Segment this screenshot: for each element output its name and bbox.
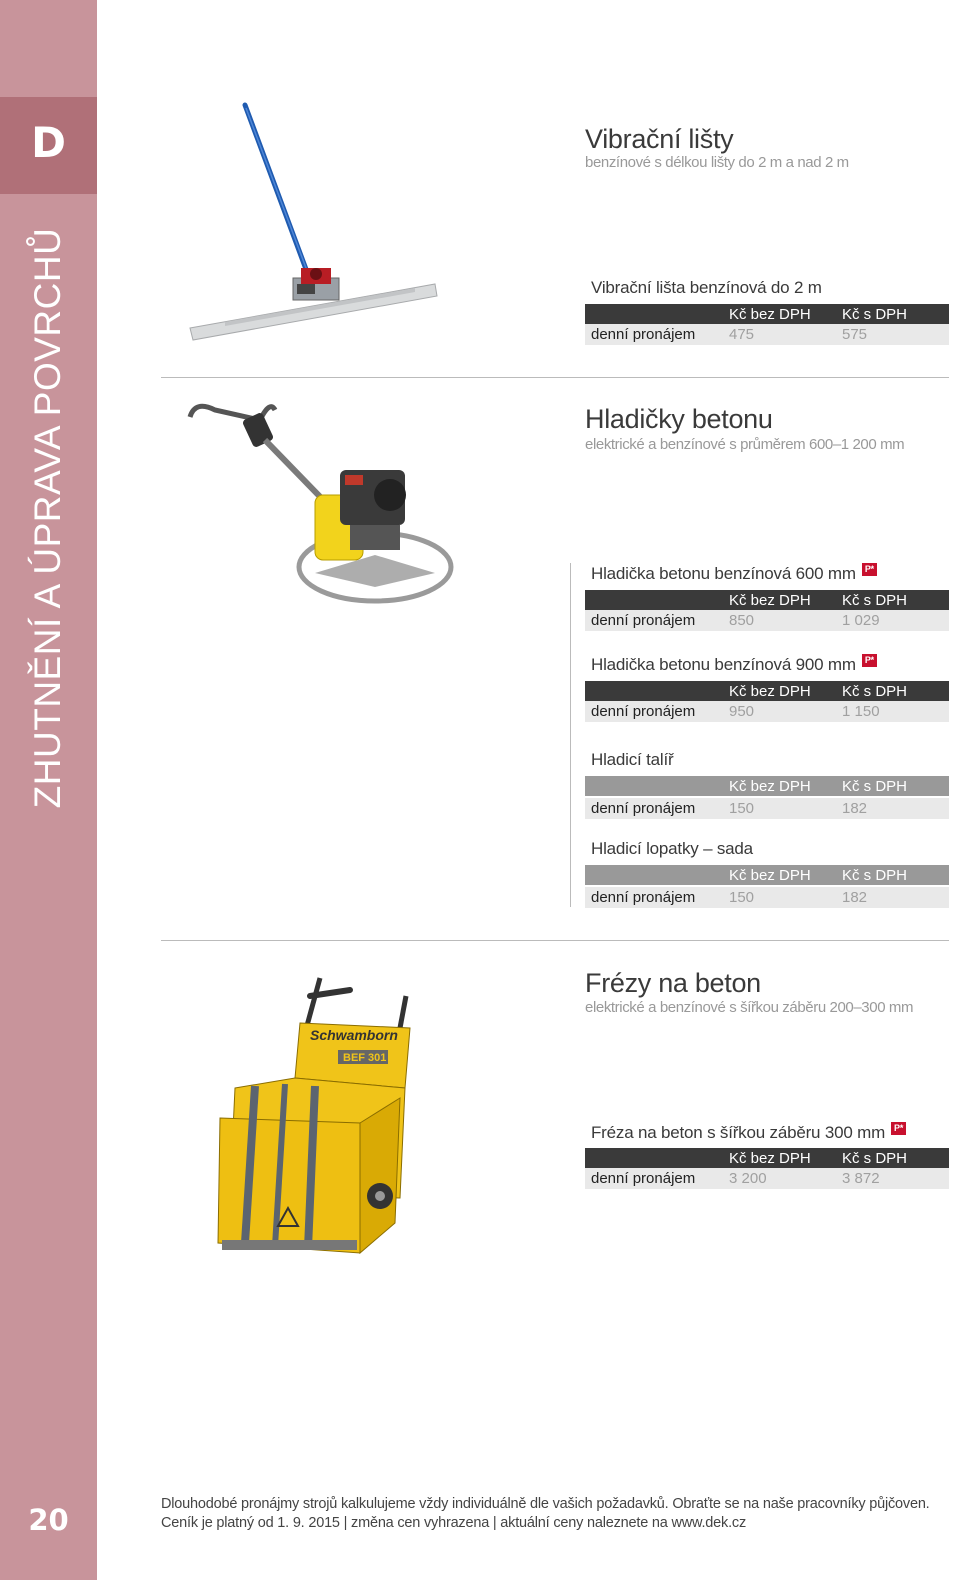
item-name: Hladička betonu benzínová 900 mm P* <box>591 655 877 675</box>
section-divider <box>161 377 949 378</box>
price-header: Kč bez DPH Kč s DPH <box>585 681 949 701</box>
chapter-title: ZHUTNĚNÍ A ÚPRAVA POVRCHŮ <box>27 227 68 809</box>
price-table <box>585 304 949 345</box>
price-header: Kč bez DPH Kč s DPH <box>585 865 949 885</box>
section-title-vibracni-listy: Vibrační lišty <box>585 124 734 154</box>
price-header: Kč bez DPH Kč s DPH <box>585 590 949 610</box>
price-table <box>585 590 949 631</box>
price-row: denní pronájem 950 1 150 <box>585 701 949 722</box>
price-table <box>585 1148 949 1189</box>
section-title-hladicky-betonu: Hladičky betonu <box>585 404 773 434</box>
section-divider <box>161 940 949 941</box>
section-subtitle-frezy-na-beton: elektrické a benzínové s šířkou záběru 200–300 mm <box>585 999 914 1016</box>
item-name: Vibrační lišta benzínová do 2 m <box>591 278 822 297</box>
section-vertical-rule <box>570 563 571 907</box>
price-table <box>585 776 949 819</box>
concrete-planer-image <box>210 968 430 1268</box>
item-name: Fréza na beton s šířkou záběru 300 mm P* <box>591 1123 906 1143</box>
price-row: denní pronájem 475 575 <box>585 324 949 345</box>
chapter-letter: D <box>31 118 66 167</box>
price-row: denní pronájem 3 200 3 872 <box>585 1168 949 1189</box>
price-table <box>585 681 949 722</box>
price-header: Kč bez DPH Kč s DPH <box>585 304 949 324</box>
price-table <box>585 865 949 908</box>
power-trowel-image <box>185 395 455 610</box>
item-name: Hladicí lopatky – sada <box>591 839 753 858</box>
footer-validity: Ceník je platný od 1. 9. 2015 | změna cen vyhrazena | aktuální ceny naleznete na www.dek.cz <box>161 1515 746 1531</box>
machine-model-label: BEF 301 <box>343 1052 387 1064</box>
section-subtitle-hladicky-betonu: elektrické a benzínové s průměrem 600–1 200 mm <box>585 436 905 453</box>
section-title-frezy-na-beton: Frézy na beton <box>585 968 761 998</box>
premium-badge: P* <box>891 1122 906 1135</box>
price-row: denní pronájem 150 182 <box>585 798 949 819</box>
section-subtitle-vibracni-listy: benzínové s délkou lišty do 2 m a nad 2 m <box>585 154 849 171</box>
item-name: Hladička betonu benzínová 600 mm P* <box>591 564 877 584</box>
vibrating-screed-image <box>185 100 445 345</box>
premium-badge: P* <box>862 654 877 667</box>
footer-note: Dlouhodobé pronájmy strojů kalkulujeme vždy individuálně dle vašich požadavků. Obraťte se na naše pracovníky půjčoven. <box>161 1496 930 1512</box>
item-name: Hladicí talíř <box>591 750 674 769</box>
premium-badge: P* <box>862 563 877 576</box>
page-number: 20 <box>28 1503 69 1537</box>
price-header: Kč bez DPH Kč s DPH <box>585 1148 949 1168</box>
price-row: denní pronájem 150 182 <box>585 887 949 908</box>
machine-brand-label: Schwamborn <box>310 1027 398 1043</box>
price-row: denní pronájem 850 1 029 <box>585 610 949 631</box>
price-header: Kč bez DPH Kč s DPH <box>585 776 949 796</box>
